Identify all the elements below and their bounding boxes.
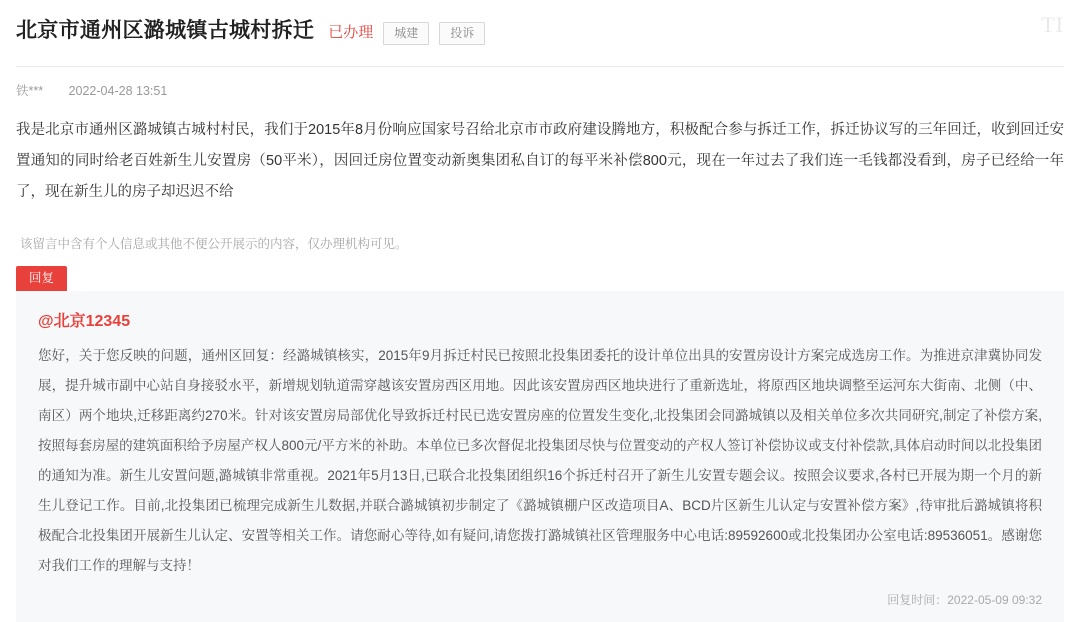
reply-panel (16, 291, 1064, 622)
reply-content: 您好，关于您反映的问题，通州区回复：经潞城镇核实，2015年9月拆迁村民已按照北投集团委托的设计单位出具的安置房设计方案完成选房工作。为推进京津冀协同发展，提升城市副中心站自身接驳水平，新增规划轨道需穿越该安置房西区用地。因此该安置房西区地块进行了重新选址，将原西区地块调整至运河东大街南、北侧（中、南区）两个地块,迁移距离约270米。针对该安置房局部优化导致拆迁村民已选安置房座的位置发生变化,北投集团会同潞城镇以及相关单位多次共同研究,制定了补偿方案,按照每套房屋的建筑面积给予房屋产权人800元/平方米的补助。本单位已多次督促北投集团尽快与位置变动的产权人签订补偿协议或支付补偿款,具体启动时间以北投集团的通知为准。新生儿安置问题,潞城镇非常重视。2021年5月13日,已联合北投集团组织16个拆迁村召开了新生儿安置专题会议。按照会议要求,各村已开展为期一个月的新生儿登记工作。目前,北投集团已梳理完成新生儿数据,并联合潞城镇初步制定了《潞城镇棚户区改造项目A、BCD片区新生儿认定与安置补偿方案》,待审批后潞城镇将积极配合北投集团开展新生儿认定、安置等相关工作。请您耐心等待,如有疑问,请您拨打潞城镇社区管理服务中心电话:89592600或北投集团办公室电话:89536051。感谢您对我们工作的理解与支持！ (38, 348, 1042, 573)
post-content: 我是北京市通州区潞城镇古城村村民，我们于2015年8月份响应国家号召给北京市市政府建设腾地方，积极配合参与拆迁工作，拆迁协议写的三年回迁，收到回迁安置通知的同时给老百姓新生儿安置房（50平米），因回迁房位置变动新奥集团私自订的每平米补偿800元，现在一年过去了我们连一毛钱都没看到，房子已经给一年了，现在新生儿的房子却迟迟不给 (16, 122, 1064, 200)
reply-tab-label: 回复 (16, 266, 67, 291)
author-name: 铁*** (16, 84, 44, 98)
reply-organization: @北京12345 (38, 313, 131, 330)
tag-category[interactable]: 城建 (383, 22, 429, 45)
post-meta (16, 67, 1064, 101)
status-badge: 已办理 (328, 24, 374, 41)
reply-time-value: 2022-05-09 09:32 (947, 593, 1042, 607)
page-title: 北京市通州区潞城镇古城村拆迁 (16, 19, 315, 42)
reply-timestamp (38, 581, 1042, 610)
watermark-logo: TI (1041, 12, 1064, 37)
post-date: 2022-04-28 13:51 (68, 84, 168, 98)
reply-time-label: 回复时间： (887, 593, 948, 607)
privacy-notice: 该留言中含有个人信息或其他不便公开展示的内容，仅办理机构可见。 (20, 237, 408, 251)
page-header (16, 0, 1064, 48)
tag-type[interactable]: 投诉 (439, 22, 485, 45)
